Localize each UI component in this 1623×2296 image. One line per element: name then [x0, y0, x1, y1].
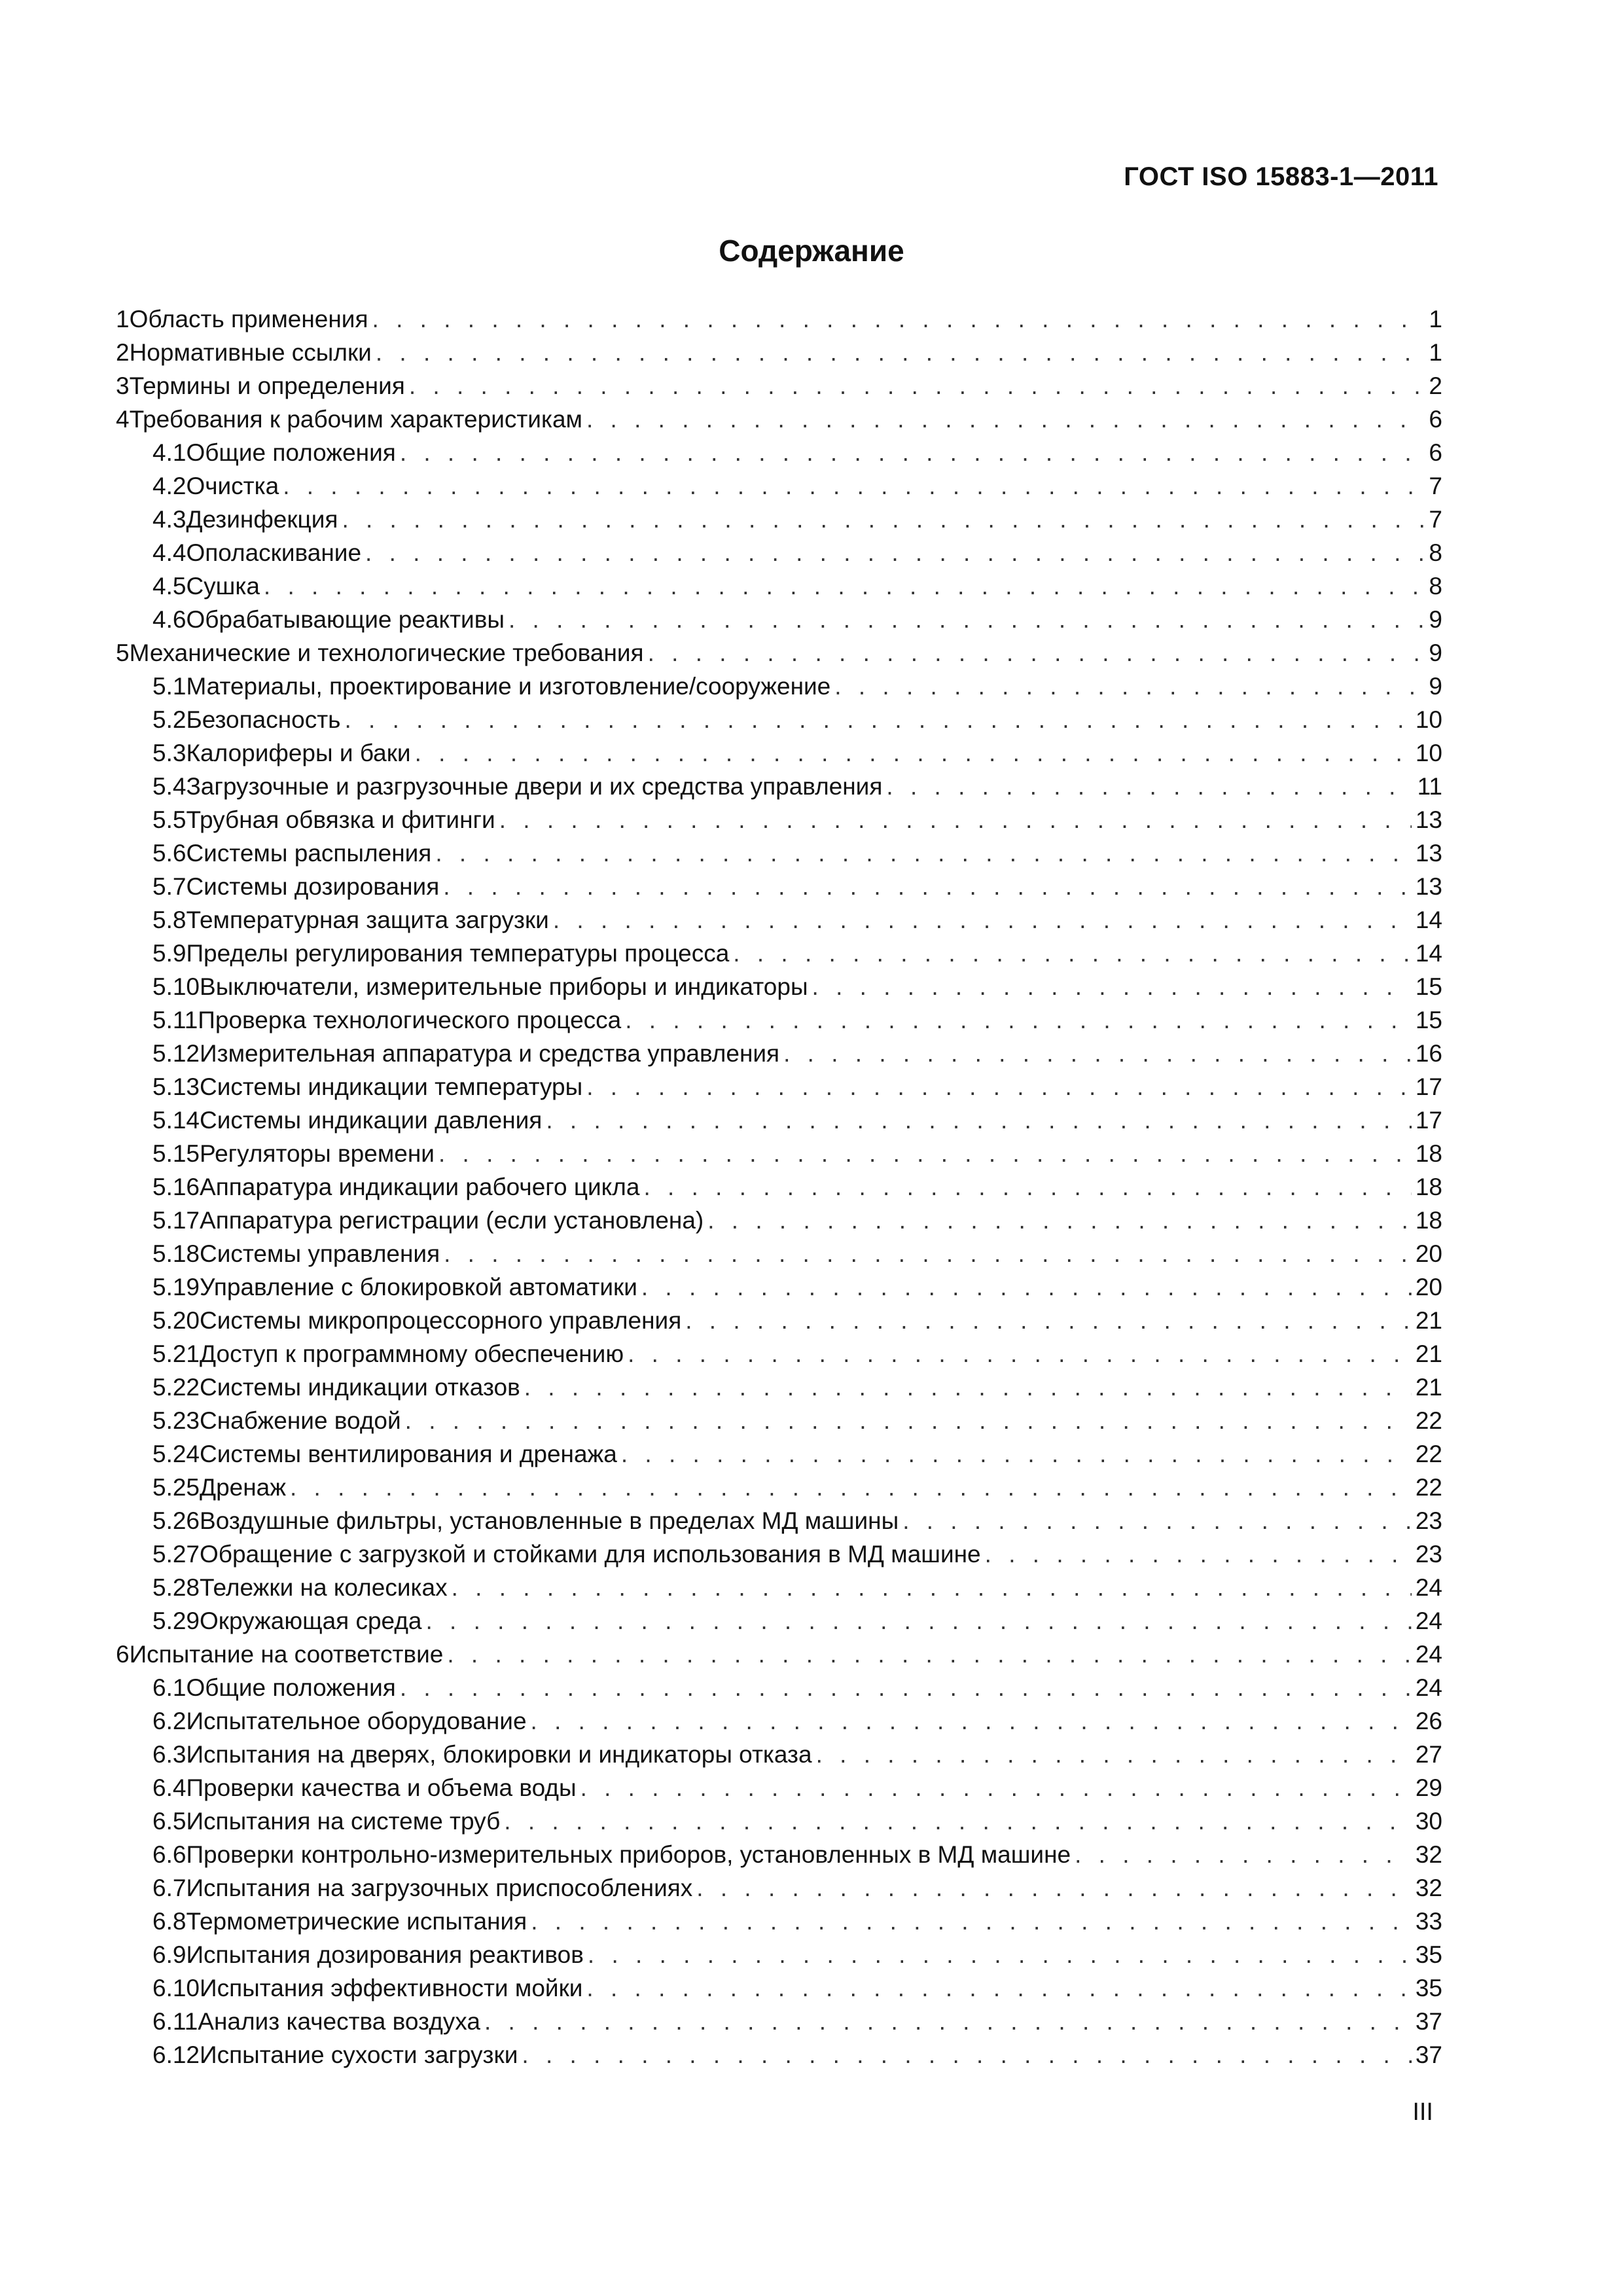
toc-dot-leader — [342, 503, 1425, 536]
toc-entry-title: Ополаскивание — [186, 539, 362, 566]
toc-entry-page: 37 — [1415, 2041, 1442, 2068]
toc-entry-number: 6.5 — [152, 1808, 187, 1835]
toc-entry[interactable] — [116, 1537, 1442, 1571]
toc-entry[interactable] — [116, 1437, 1442, 1471]
toc-entry[interactable] — [116, 536, 1442, 569]
toc-entry-number: 5.21 — [152, 1340, 200, 1367]
toc-dot-leader — [438, 1137, 1412, 1170]
toc-entry-number: 2 — [116, 339, 130, 366]
toc-entry[interactable] — [116, 1571, 1442, 1604]
toc-entry-number: 5 — [116, 639, 130, 666]
toc-dot-leader — [812, 970, 1412, 1003]
toc-entry[interactable] — [116, 1504, 1442, 1537]
toc-entry[interactable] — [116, 1804, 1442, 1838]
toc-entry-number: 5.5 — [152, 806, 187, 833]
toc-entry-page: 21 — [1415, 1307, 1442, 1334]
toc-entry-number: 4.3 — [152, 506, 187, 533]
toc-entry-title: Общие положения — [186, 1674, 396, 1701]
toc-dot-leader — [586, 1070, 1412, 1103]
toc-entry[interactable] — [116, 1604, 1442, 1638]
toc-entry-page: 24 — [1415, 1607, 1442, 1634]
toc-entry-page: 22 — [1415, 1407, 1442, 1434]
toc-dot-leader — [783, 1037, 1412, 1070]
toc-entry-page: 18 — [1415, 1140, 1442, 1167]
toc-dot-leader — [400, 436, 1425, 469]
toc-entry-number: 6 — [116, 1641, 130, 1668]
toc-entry-number: 5.16 — [152, 1174, 200, 1200]
toc-entry[interactable] — [116, 770, 1442, 803]
toc-entry-page: 15 — [1415, 1007, 1442, 1033]
toc-entry[interactable] — [116, 336, 1442, 369]
toc-entry-page: 23 — [1415, 1507, 1442, 1534]
toc-entry[interactable] — [116, 636, 1442, 670]
toc-entry-number: 5.15 — [152, 1140, 200, 1167]
toc-entry-number: 4 — [116, 406, 130, 433]
toc-entry-title: Пределы регулирования температуры процесса — [186, 940, 730, 967]
toc-entry[interactable] — [116, 1871, 1442, 1905]
toc-entry-number: 5.1 — [152, 673, 187, 700]
toc-entry[interactable] — [116, 1771, 1442, 1804]
toc-dot-leader — [685, 1304, 1412, 1337]
toc-entry-title: Проверки контрольно-измерительных приборов, установленных в МД машине — [186, 1841, 1071, 1868]
toc-entry-title: Тележки на колесиках — [200, 1574, 448, 1601]
toc-entry[interactable] — [116, 1704, 1442, 1738]
toc-dot-leader — [625, 1003, 1412, 1037]
toc-entry-number: 6.1 — [152, 1674, 187, 1701]
toc-entry-title: Воздушные фильтры, установленные в пределах МД машины — [200, 1507, 899, 1534]
toc-entry-number: 5.27 — [152, 1541, 200, 1568]
toc-entry[interactable] — [116, 1304, 1442, 1337]
toc-entry[interactable] — [116, 1971, 1442, 2005]
toc-entry[interactable] — [116, 1237, 1442, 1270]
toc-entry-number: 5.26 — [152, 1507, 200, 1534]
toc-entry-page: 30 — [1415, 1808, 1442, 1835]
toc-dot-leader — [586, 403, 1425, 436]
toc-entry-page: 9 — [1429, 606, 1442, 633]
toc-entry-page: 14 — [1415, 906, 1442, 933]
toc-entry[interactable] — [116, 1638, 1442, 1671]
toc-entry-page: 14 — [1415, 940, 1442, 967]
toc-dot-leader — [425, 1604, 1411, 1638]
toc-entry[interactable] — [116, 2038, 1442, 2072]
toc-entry-page: 21 — [1415, 1374, 1442, 1401]
toc-entry-page: 9 — [1429, 673, 1442, 700]
toc-dot-leader — [628, 1337, 1412, 1371]
toc-entry-title: Требования к рабочим характеристикам — [129, 406, 582, 433]
toc-entry-page: 22 — [1415, 1474, 1442, 1501]
toc-entry-page: 24 — [1415, 1574, 1442, 1601]
toc-entry[interactable] — [116, 836, 1442, 870]
toc-entry[interactable] — [116, 903, 1442, 937]
toc-entry-title: Общие положения — [186, 439, 396, 466]
toc-entry-page: 29 — [1415, 1774, 1442, 1801]
toc-entry-number: 4.5 — [152, 573, 187, 600]
toc-entry-number: 5.23 — [152, 1407, 200, 1434]
toc-dot-leader — [400, 1671, 1412, 1704]
toc-dot-leader — [648, 636, 1425, 670]
toc-entry-title: Анализ качества воздуха — [198, 2008, 480, 2035]
toc-entry-number: 5.11 — [152, 1007, 198, 1033]
toc-entry[interactable] — [116, 1404, 1442, 1437]
toc-entry-number: 5.6 — [152, 840, 187, 867]
toc-entry-page: 8 — [1429, 573, 1442, 600]
toc-entry-title: Сушка — [186, 573, 260, 600]
toc-entry-page: 13 — [1415, 873, 1442, 900]
toc-entry-title: Испытания дозирования реактивов — [186, 1941, 584, 1968]
toc-entry[interactable] — [116, 1070, 1442, 1103]
toc-entry-page: 20 — [1415, 1274, 1442, 1300]
toc-dot-leader — [580, 1771, 1412, 1804]
toc-dot-leader — [522, 2038, 1411, 2072]
toc-entry-number: 6.6 — [152, 1841, 187, 1868]
toc-entry-title: Снабжение водой — [200, 1407, 401, 1434]
toc-entry-title: Проверки качества и объема воды — [186, 1774, 577, 1801]
toc-dot-leader — [504, 1804, 1412, 1838]
toc-entry-page: 24 — [1415, 1641, 1442, 1668]
toc-entry-number: 5.14 — [152, 1107, 200, 1134]
toc-entry-title: Системы микропроцессорного управления — [200, 1307, 682, 1334]
page-title: Содержание — [719, 234, 904, 268]
toc-entry-page: 37 — [1415, 2008, 1442, 2035]
toc-entry-title: Испытания на загрузочных приспособлениях — [186, 1874, 693, 1901]
toc-dot-leader — [447, 1638, 1412, 1671]
toc-dot-leader — [499, 803, 1412, 836]
toc-dot-leader — [643, 1170, 1411, 1204]
toc-entry-number: 5.10 — [152, 973, 200, 1000]
toc-entry-title: Системы распыления — [186, 840, 432, 867]
toc-dot-leader — [484, 2005, 1412, 2038]
toc-entry-title: Системы индикации отказов — [200, 1374, 520, 1401]
toc-entry-number: 5.19 — [152, 1274, 200, 1300]
toc-entry-number: 6.2 — [152, 1708, 187, 1734]
toc-entry-number: 5.28 — [152, 1574, 200, 1601]
toc-entry-number: 5.12 — [152, 1040, 200, 1067]
toc-entry[interactable] — [116, 803, 1442, 836]
toc-entry-number: 1 — [116, 306, 130, 332]
toc-entry[interactable] — [116, 1371, 1442, 1404]
toc-entry-title: Управление с блокировкой автоматики — [200, 1274, 637, 1300]
toc-entry-title: Проверка технологического процесса — [198, 1007, 622, 1033]
toc-entry-page: 22 — [1415, 1441, 1442, 1467]
toc-entry-number: 5.17 — [152, 1207, 200, 1234]
toc-dot-leader — [435, 836, 1412, 870]
toc-entry-page: 27 — [1415, 1741, 1442, 1768]
toc-entry-page: 17 — [1415, 1107, 1442, 1134]
toc-entry[interactable] — [116, 1838, 1442, 1871]
toc-entry-number: 6.11 — [152, 2008, 198, 2035]
toc-entry-title: Материалы, проектирование и изготовление/сооружение — [186, 673, 831, 700]
toc-entry-page: 8 — [1429, 539, 1442, 566]
toc-entry-title: Испытательное оборудование — [186, 1708, 527, 1734]
toc-entry[interactable] — [116, 2005, 1442, 2038]
toc-dot-leader — [531, 1905, 1412, 1938]
toc-entry-title: Выключатели, измерительные приборы и индикаторы — [200, 973, 808, 1000]
toc-entry-page: 1 — [1429, 339, 1442, 366]
toc-dot-leader — [376, 336, 1425, 369]
toc-entry[interactable] — [116, 703, 1442, 736]
toc-entry-page: 10 — [1415, 740, 1442, 766]
toc-entry-number: 6.7 — [152, 1874, 187, 1901]
toc-dot-leader — [588, 1938, 1412, 1971]
toc-dot-leader — [524, 1371, 1412, 1404]
toc-entry-number: 6.8 — [152, 1908, 187, 1935]
toc-entry[interactable] — [116, 1103, 1442, 1137]
toc-entry-page: 20 — [1415, 1240, 1442, 1267]
toc-entry[interactable] — [116, 1270, 1442, 1304]
toc-entry-page: 35 — [1415, 1975, 1442, 2001]
toc-entry-title: Системы дозирования — [186, 873, 440, 900]
toc-dot-leader — [283, 469, 1425, 503]
table-of-contents — [116, 302, 1442, 2072]
toc-entry-title: Регуляторы времени — [200, 1140, 435, 1167]
toc-entry[interactable] — [116, 1137, 1442, 1170]
toc-entry-title: Измерительная аппаратура и средства управления — [200, 1040, 780, 1067]
toc-entry[interactable] — [116, 1671, 1442, 1704]
toc-entry[interactable] — [116, 970, 1442, 1003]
toc-entry-number: 6.4 — [152, 1774, 187, 1801]
toc-entry-page: 32 — [1415, 1841, 1442, 1868]
toc-entry-title: Загрузочные и разгрузочные двери и их средства управления — [186, 773, 883, 800]
toc-entry[interactable] — [116, 937, 1442, 970]
toc-entry-page: 18 — [1415, 1207, 1442, 1234]
toc-dot-leader — [444, 1237, 1412, 1270]
toc-entry-number: 5.22 — [152, 1374, 200, 1401]
toc-dot-leader — [641, 1270, 1412, 1304]
toc-entry-page: 15 — [1415, 973, 1442, 1000]
toc-dot-leader — [452, 1571, 1412, 1604]
toc-entry[interactable] — [116, 503, 1442, 536]
toc-dot-leader — [902, 1504, 1412, 1537]
toc-entry-title: Термометрические испытания — [186, 1908, 527, 1935]
page-number: III — [1412, 2098, 1433, 2126]
toc-entry[interactable] — [116, 369, 1442, 403]
toc-entry[interactable] — [116, 403, 1442, 436]
toc-entry-title: Системы индикации температуры — [200, 1073, 583, 1100]
toc-dot-leader — [696, 1871, 1412, 1905]
toc-entry-page: 35 — [1415, 1941, 1442, 1968]
toc-entry[interactable] — [116, 469, 1442, 503]
toc-entry[interactable] — [116, 870, 1442, 903]
toc-entry[interactable] — [116, 1471, 1442, 1504]
toc-entry-title: Окружающая среда — [200, 1607, 422, 1634]
toc-entry-title: Очистка — [186, 473, 279, 499]
toc-entry-page: 7 — [1429, 473, 1442, 499]
toc-dot-leader — [531, 1704, 1412, 1738]
toc-entry-page: 13 — [1415, 806, 1442, 833]
toc-entry[interactable] — [116, 736, 1442, 770]
toc-entry[interactable] — [116, 1003, 1442, 1037]
toc-entry-number: 5.3 — [152, 740, 187, 766]
toc-entry-title: Испытания на системе труб — [186, 1808, 501, 1835]
toc-entry-number: 5.13 — [152, 1073, 200, 1100]
toc-entry-page: 33 — [1415, 1908, 1442, 1935]
toc-entry-number: 3 — [116, 372, 130, 399]
toc-entry-title: Системы индикации давления — [200, 1107, 543, 1134]
toc-entry-page: 26 — [1415, 1708, 1442, 1734]
toc-dot-leader — [816, 1738, 1412, 1771]
toc-dot-leader — [344, 703, 1411, 736]
toc-dot-leader — [553, 903, 1412, 937]
toc-entry-title: Трубная обвязка и фитинги — [186, 806, 495, 833]
toc-dot-leader — [508, 603, 1425, 636]
toc-dot-leader — [1075, 1838, 1412, 1871]
toc-dot-leader — [405, 1404, 1412, 1437]
toc-entry[interactable] — [116, 1037, 1442, 1070]
toc-entry-number: 5.25 — [152, 1474, 200, 1501]
toc-dot-leader — [834, 670, 1425, 703]
toc-entry-title: Дренаж — [200, 1474, 286, 1501]
toc-entry-number: 5.24 — [152, 1441, 200, 1467]
toc-entry-title: Термины и определения — [129, 372, 405, 399]
toc-dot-leader — [621, 1437, 1412, 1471]
toc-entry[interactable] — [116, 1337, 1442, 1371]
toc-entry-page: 6 — [1429, 439, 1442, 466]
toc-entry-page: 11 — [1417, 773, 1442, 800]
toc-entry-page: 2 — [1429, 372, 1442, 399]
toc-entry-number: 5.29 — [152, 1607, 200, 1634]
toc-entry-title: Системы вентилирования и дренажа — [200, 1441, 617, 1467]
toc-dot-leader — [886, 770, 1413, 803]
toc-entry[interactable] — [116, 1738, 1442, 1771]
toc-entry-title: Аппаратура регистрации (если установлена) — [200, 1207, 704, 1234]
toc-entry-number: 6.10 — [152, 1975, 200, 2001]
toc-dot-leader — [415, 736, 1412, 770]
toc-entry[interactable] — [116, 1204, 1442, 1237]
toc-entry-page: 23 — [1415, 1541, 1442, 1568]
toc-entry-page: 13 — [1415, 840, 1442, 867]
toc-entry[interactable] — [116, 1905, 1442, 1938]
toc-dot-leader — [264, 569, 1425, 603]
toc-entry-title: Механические и технологические требования — [129, 639, 644, 666]
toc-dot-leader — [707, 1204, 1412, 1237]
toc-entry-title: Безопасность — [186, 706, 341, 733]
toc-entry-number: 5.20 — [152, 1307, 200, 1334]
toc-entry-title: Испытание на соответствие — [129, 1641, 444, 1668]
toc-entry-title: Дезинфекция — [186, 506, 338, 533]
toc-entry-title: Область применения — [129, 306, 368, 332]
toc-entry-title: Калориферы и баки — [186, 740, 411, 766]
toc-dot-leader — [586, 1971, 1411, 2005]
toc-entry-number: 6.9 — [152, 1941, 187, 1968]
toc-entry-page: 18 — [1415, 1174, 1442, 1200]
toc-entry[interactable] — [116, 1170, 1442, 1204]
toc-entry-number: 4.1 — [152, 439, 187, 466]
toc-entry-number: 5.2 — [152, 706, 187, 733]
toc-entry-number: 6.12 — [152, 2041, 200, 2068]
toc-entry-number: 5.9 — [152, 940, 187, 967]
toc-entry-page: 24 — [1415, 1674, 1442, 1701]
toc-entry-page: 17 — [1415, 1073, 1442, 1100]
toc-dot-leader — [290, 1471, 1412, 1504]
toc-entry-page: 6 — [1429, 406, 1442, 433]
toc-dot-leader — [733, 937, 1412, 970]
toc-entry-title: Системы управления — [200, 1240, 440, 1267]
toc-entry-title: Обрабатывающие реактивы — [186, 606, 505, 633]
toc-entry-page: 7 — [1429, 506, 1442, 533]
toc-entry-page: 16 — [1415, 1040, 1442, 1067]
toc-entry-title: Испытания эффективности мойки — [200, 1975, 583, 2001]
toc-entry-title: Испытания на дверях, блокировки и индикаторы отказа — [186, 1741, 812, 1768]
toc-entry-page: 32 — [1415, 1874, 1442, 1901]
toc-entry-number: 6.3 — [152, 1741, 187, 1768]
toc-entry-page: 10 — [1415, 706, 1442, 733]
toc-entry-number: 4.4 — [152, 539, 187, 566]
toc-entry-title: Аппаратура индикации рабочего цикла — [200, 1174, 640, 1200]
toc-dot-leader — [985, 1537, 1412, 1571]
toc-entry-number: 5.4 — [152, 773, 187, 800]
toc-dot-leader — [365, 536, 1425, 569]
toc-entry-page: 1 — [1429, 306, 1442, 332]
toc-entry[interactable] — [116, 302, 1442, 336]
toc-entry[interactable] — [116, 1938, 1442, 1971]
toc-entry-number: 5.18 — [152, 1240, 200, 1267]
toc-entry[interactable] — [116, 670, 1442, 703]
toc-entry-number: 5.7 — [152, 873, 187, 900]
toc-entry-title: Обращение с загрузкой и стойками для использования в МД машине — [200, 1541, 981, 1568]
toc-entry-number: 4.6 — [152, 606, 187, 633]
toc-dot-leader — [546, 1103, 1411, 1137]
toc-dot-leader — [409, 369, 1425, 403]
toc-entry-number: 4.2 — [152, 473, 187, 499]
toc-entry-title: Доступ к программному обеспечению — [200, 1340, 624, 1367]
toc-dot-leader — [443, 870, 1412, 903]
toc-entry-page: 21 — [1415, 1340, 1442, 1367]
toc-entry-number: 5.8 — [152, 906, 187, 933]
toc-entry[interactable] — [116, 436, 1442, 469]
toc-entry-title: Испытание сухости загрузки — [200, 2041, 518, 2068]
document-standard-header: ГОСТ ISO 15883-1—2011 — [1124, 162, 1438, 191]
toc-entry[interactable] — [116, 569, 1442, 603]
toc-entry-title: Нормативные ссылки — [129, 339, 372, 366]
toc-entry-title: Температурная защита загрузки — [186, 906, 549, 933]
toc-entry[interactable] — [116, 603, 1442, 636]
toc-entry-page: 9 — [1429, 639, 1442, 666]
toc-dot-leader — [372, 302, 1425, 336]
